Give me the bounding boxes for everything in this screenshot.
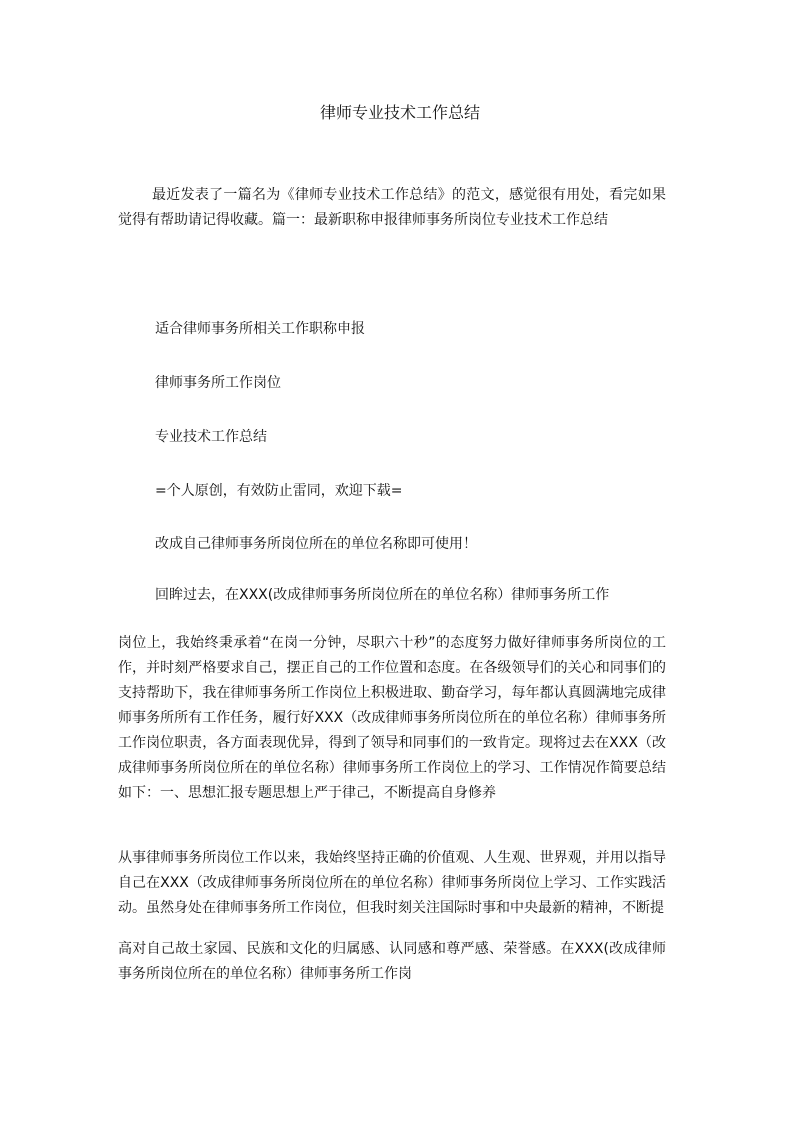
text-line-position: 律师事务所工作岗位 (155, 375, 281, 391)
intro-paragraph: 最近发表了一篇名为《律师专业技术工作总结》的范文，感觉很有用处，看完如果觉得有帮助请记得收藏。篇一：最新职称申报律师事务所岗位专业技术工作总结 (118, 187, 666, 228)
body-paragraph-1: 岗位上，我始终秉承着“在岗一分钟，尽职六十秒”的态度努力做好律师事务所岗位的工作，并时刻严格要求自己，摆正自己的工作位置和态度。在各级领导们的关心和同事们的支持帮助下，我在律师事务所工作岗位上积极进取、勤奋学习，每年都认真圆满地完成律师事务所所有工作任务，履行好XXX（改成律师事务所岗位所在的单位名称）律师事务所工作岗位职责，各方面表现优异，得到了领导和同事们的一致肯定。现将过去在XXX（改成律师事务所岗位所在的单位名称）律师事务所工作岗位上的学习、工作情况作简要总结如下：一、思想汇报专题思想上严于律己，不断提高自身修养 (118, 635, 666, 801)
text-line-usage-note: 改成自己律师事务所岗位所在的单位名称即可使用！ (155, 536, 477, 552)
text-line-looking-back: 回眸过去，在XXX(改成律师事务所岗位所在的单位名称）律师事务所工作 (155, 587, 610, 603)
body-paragraph-3: 高对自己故土家园、民族和文化的归属感、认同感和尊严感、荣誉感。在XXX(改成律师事务所岗位所在的单位名称）律师事务所工作岗 (118, 941, 666, 982)
body-paragraph-2: 从事律师事务所岗位工作以来，我始终坚持正确的价值观、人生观、世界观，并用以指导自己在XXX（改成律师事务所岗位所在的单位名称）律师事务所岗位上学习、工作实践活动。虽然身处在律师事务所工作岗位，但我时刻关注国际时事和中央最新的精神，不断提 (118, 850, 666, 916)
text-line-summary-heading: 专业技术工作总结 (155, 429, 267, 445)
text-line-original-notice: =个人原创，有效防止雷同，欢迎下载= (155, 483, 403, 499)
document-title: 律师专业技术工作总结 (319, 103, 480, 122)
text-line-applicability: 适合律师事务所相关工作职称申报 (155, 321, 365, 337)
